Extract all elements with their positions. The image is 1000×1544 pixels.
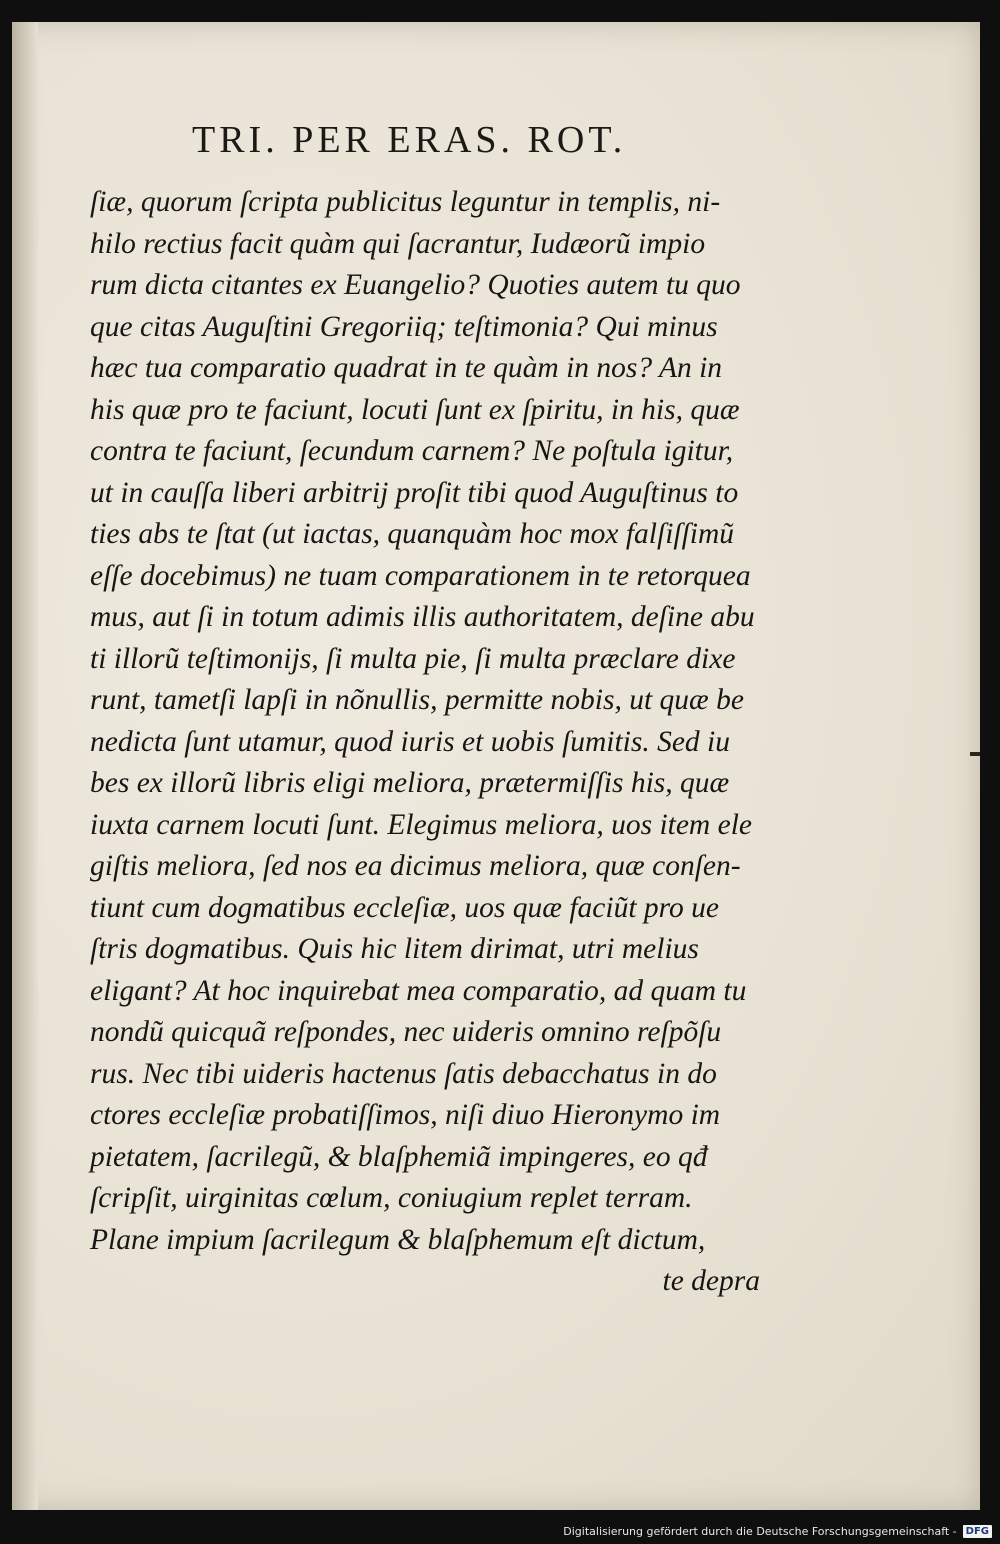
text-line: ties abs te ſtat (ut iactas, quanquàm hoc mox falſiſſimũ bbox=[90, 518, 735, 550]
footer-text: Digitalisierung gefördert durch die Deutsche Forschungsgemeinschaft - bbox=[563, 1525, 957, 1538]
text-line: nedicta ſunt utamur, quod iuris et uobis ſumitis. Sed iu bbox=[90, 725, 730, 758]
text-line: ſiæ, quorum ſcripta publicitus leguntur in templis, ni- bbox=[90, 186, 721, 218]
text-line: mus, aut ſi in totum adimis illis authoritatem, deſine abu bbox=[90, 601, 755, 633]
text-line: bes ex illorũ libris eligi meliora, prætermiſſis his, quæ bbox=[90, 767, 730, 799]
text-line: hilo rectius facit quàm qui ſacrantur, Iudæorũ impio bbox=[90, 227, 706, 260]
catchword: te depra bbox=[662, 1265, 760, 1297]
text-line: eligant? At hoc inquirebat mea comparatio, ad quam tu bbox=[90, 974, 747, 1007]
body-text bbox=[90, 182, 780, 1303]
text-line: Plane impium ſacrilegum & blaſphemum eſt dictum, bbox=[90, 1223, 706, 1256]
running-head: TRI. PER ERAS. ROT. bbox=[192, 119, 627, 161]
text-line: iuxta carnem locuti ſunt. Elegimus meliora, uos item ele bbox=[90, 808, 752, 841]
margin-mark bbox=[970, 752, 980, 756]
text-line: hæc tua comparatio quadrat in te quàm in nos? An in bbox=[90, 352, 723, 384]
text-line: ſcripſit, uirginitas cœlum, coniugium replet terram. bbox=[90, 1182, 693, 1214]
text-line: pietatem, ſacrilegũ, & blaſphemiã impingeres, eo qđ bbox=[90, 1140, 708, 1173]
text-line: tiunt cum dogmatibus eccleſiæ, uos quæ faciũt pro ue bbox=[90, 891, 719, 924]
page-gutter bbox=[12, 22, 38, 1510]
text-line: rum dicta citantes ex Euangelio? Quoties autem tu quo bbox=[90, 269, 741, 301]
text-line: contra te faciunt, ſecundum carnem? Ne poſtula igitur, bbox=[90, 435, 734, 467]
text-line: que citas Auguſtini Gregoriiq; teſtimonia? Qui minus bbox=[90, 310, 718, 343]
text-line: ctores eccleſiæ probatiſſimos, niſi diuo Hieronymo im bbox=[90, 1099, 721, 1131]
footer-credit bbox=[563, 1525, 992, 1538]
text-line: his quæ pro te faciunt, locuti ſunt ex ſpiritu, in his, quæ bbox=[90, 393, 740, 426]
text-line: giſtis meliora, ſed nos ea dicimus meliora, quæ conſen- bbox=[90, 850, 741, 882]
book-page bbox=[12, 22, 980, 1510]
dfg-logo: DFG bbox=[963, 1525, 992, 1538]
text-line: runt, tametſi lapſi in nõnullis, permitte nobis, ut quæ be bbox=[90, 684, 744, 716]
text-line: ut in cauſſa liberi arbitrij proſit tibi quod Auguſtinus to bbox=[90, 476, 739, 509]
text-line: eſſe docebimus) ne tuam comparationem in te retorquea bbox=[90, 559, 751, 592]
text-line: nondũ quicquã reſpondes, nec uideris omnino reſpõſu bbox=[90, 1016, 722, 1048]
text-line: ſtris dogmatibus. Quis hic litem dirimat, utri melius bbox=[90, 933, 699, 965]
text-line: rus. Nec tibi uideris hactenus ſatis debacchatus in do bbox=[90, 1057, 717, 1090]
text-line: ti illorũ teſtimonijs, ſi multa pie, ſi multa præclare dixe bbox=[90, 642, 736, 675]
